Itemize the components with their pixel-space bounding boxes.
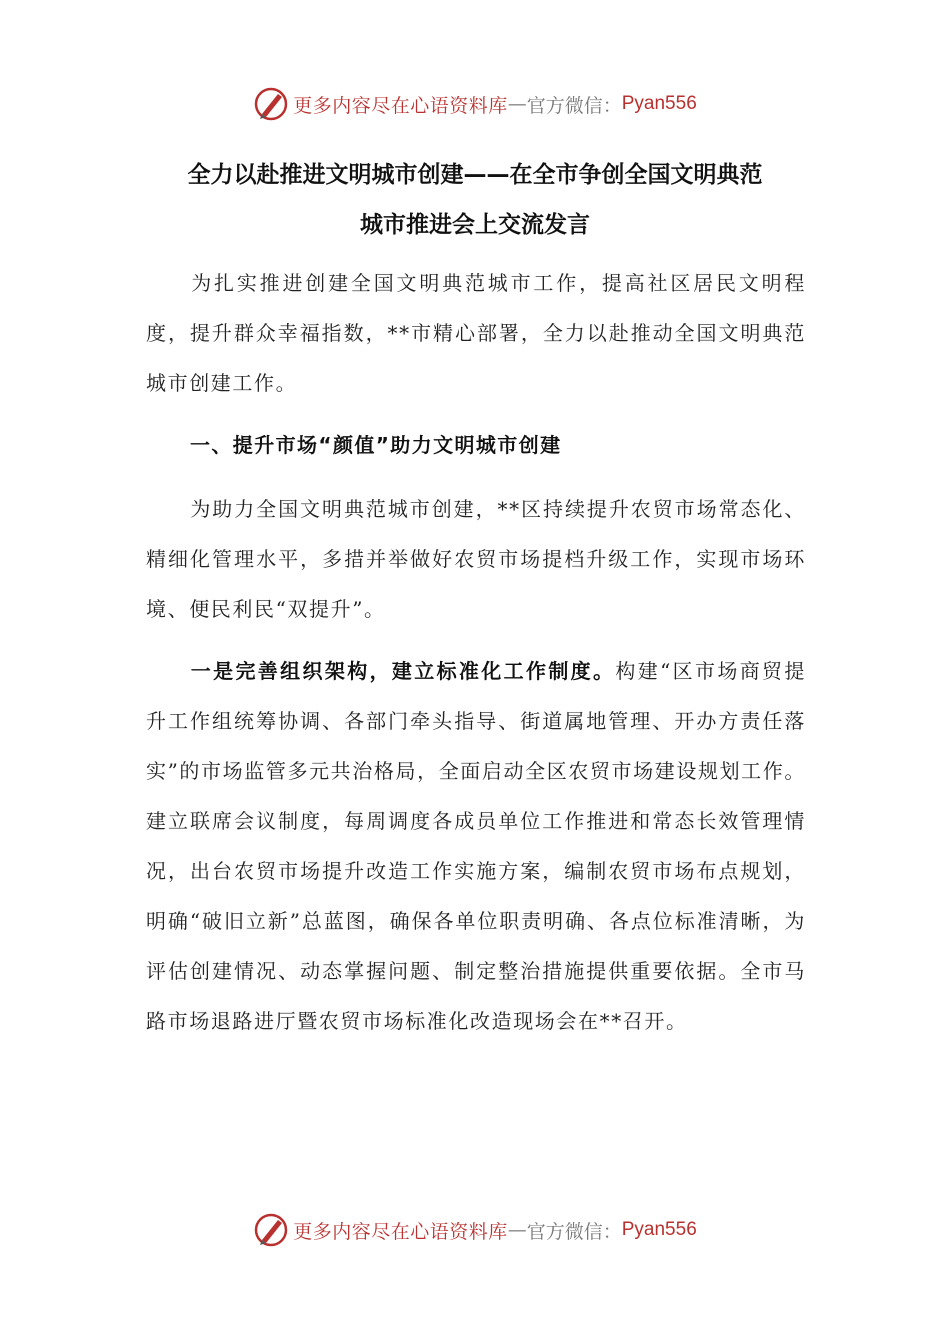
banner-wechat-label: 官方微信： <box>526 1220 622 1243</box>
document-title-line-2: 城市推进会上交流发言 <box>360 212 590 238</box>
document-title-line-1: 全力以赴推进文明城市创建——在全市争创全国文明典范 <box>187 162 763 188</box>
header-banner <box>0 82 950 126</box>
point-1-paragraph <box>146 646 806 1046</box>
banner-wechat-id: Pyan556 <box>621 93 697 114</box>
point-1-text: 构建“区市场商贸提升工作组统筹协调、各部门牵头指导、街道属地管理、开办方责任落实”的市场监管多元共治格局，全面启动全区农贸市场建设规划工作。建立联席会议制度，每周调度各成员单位工作推进和常态长效管理情况，出台农贸市场提升改造工作实施方案，编制农贸市场布点规划，明确“破旧立新”总蓝图，确保各单位职责明确、各点位标准清晰，为评估创建情况、动态掌握问题、制定整治措施提供重要依据。全市马路市场退路进厅暨农贸市场标准化改造现场会在**召开。 <box>146 659 807 1033</box>
point-1-lead: 一是完善组织架构，建立标准化工作制度。 <box>190 659 616 683</box>
section-1-text: 为助力全国文明典范城市创建，**区持续提升农贸市场常态化、精细化管理水平，多措并举做好农贸市场提档升级工作，实现市场环境、便民利民“双提升”。 <box>146 497 806 621</box>
banner-wechat-id: Pyan556 <box>621 1219 697 1240</box>
intro-paragraph <box>146 258 806 408</box>
banner-dash: — <box>507 1219 527 1241</box>
banner-wechat-label: 官方微信： <box>526 94 622 117</box>
section-1-paragraph <box>146 484 806 634</box>
banner-text: 更多内容尽在心语资料库 <box>293 94 508 117</box>
pen-logo-icon <box>253 1212 289 1248</box>
intro-text: 为扎实推进创建全国文明典范城市工作，提高社区居民文明程度，提升群众幸福指数，**市精心部署，全力以赴推动全国文明典范城市创建工作。 <box>146 271 806 395</box>
footer-banner <box>0 1208 950 1252</box>
banner-text: 更多内容尽在心语资料库 <box>293 1220 508 1243</box>
section-1-heading: 一、提升市场“颜值”助力文明城市创建 <box>190 433 562 457</box>
banner-dash: — <box>507 93 527 115</box>
pen-logo-icon <box>253 86 289 122</box>
